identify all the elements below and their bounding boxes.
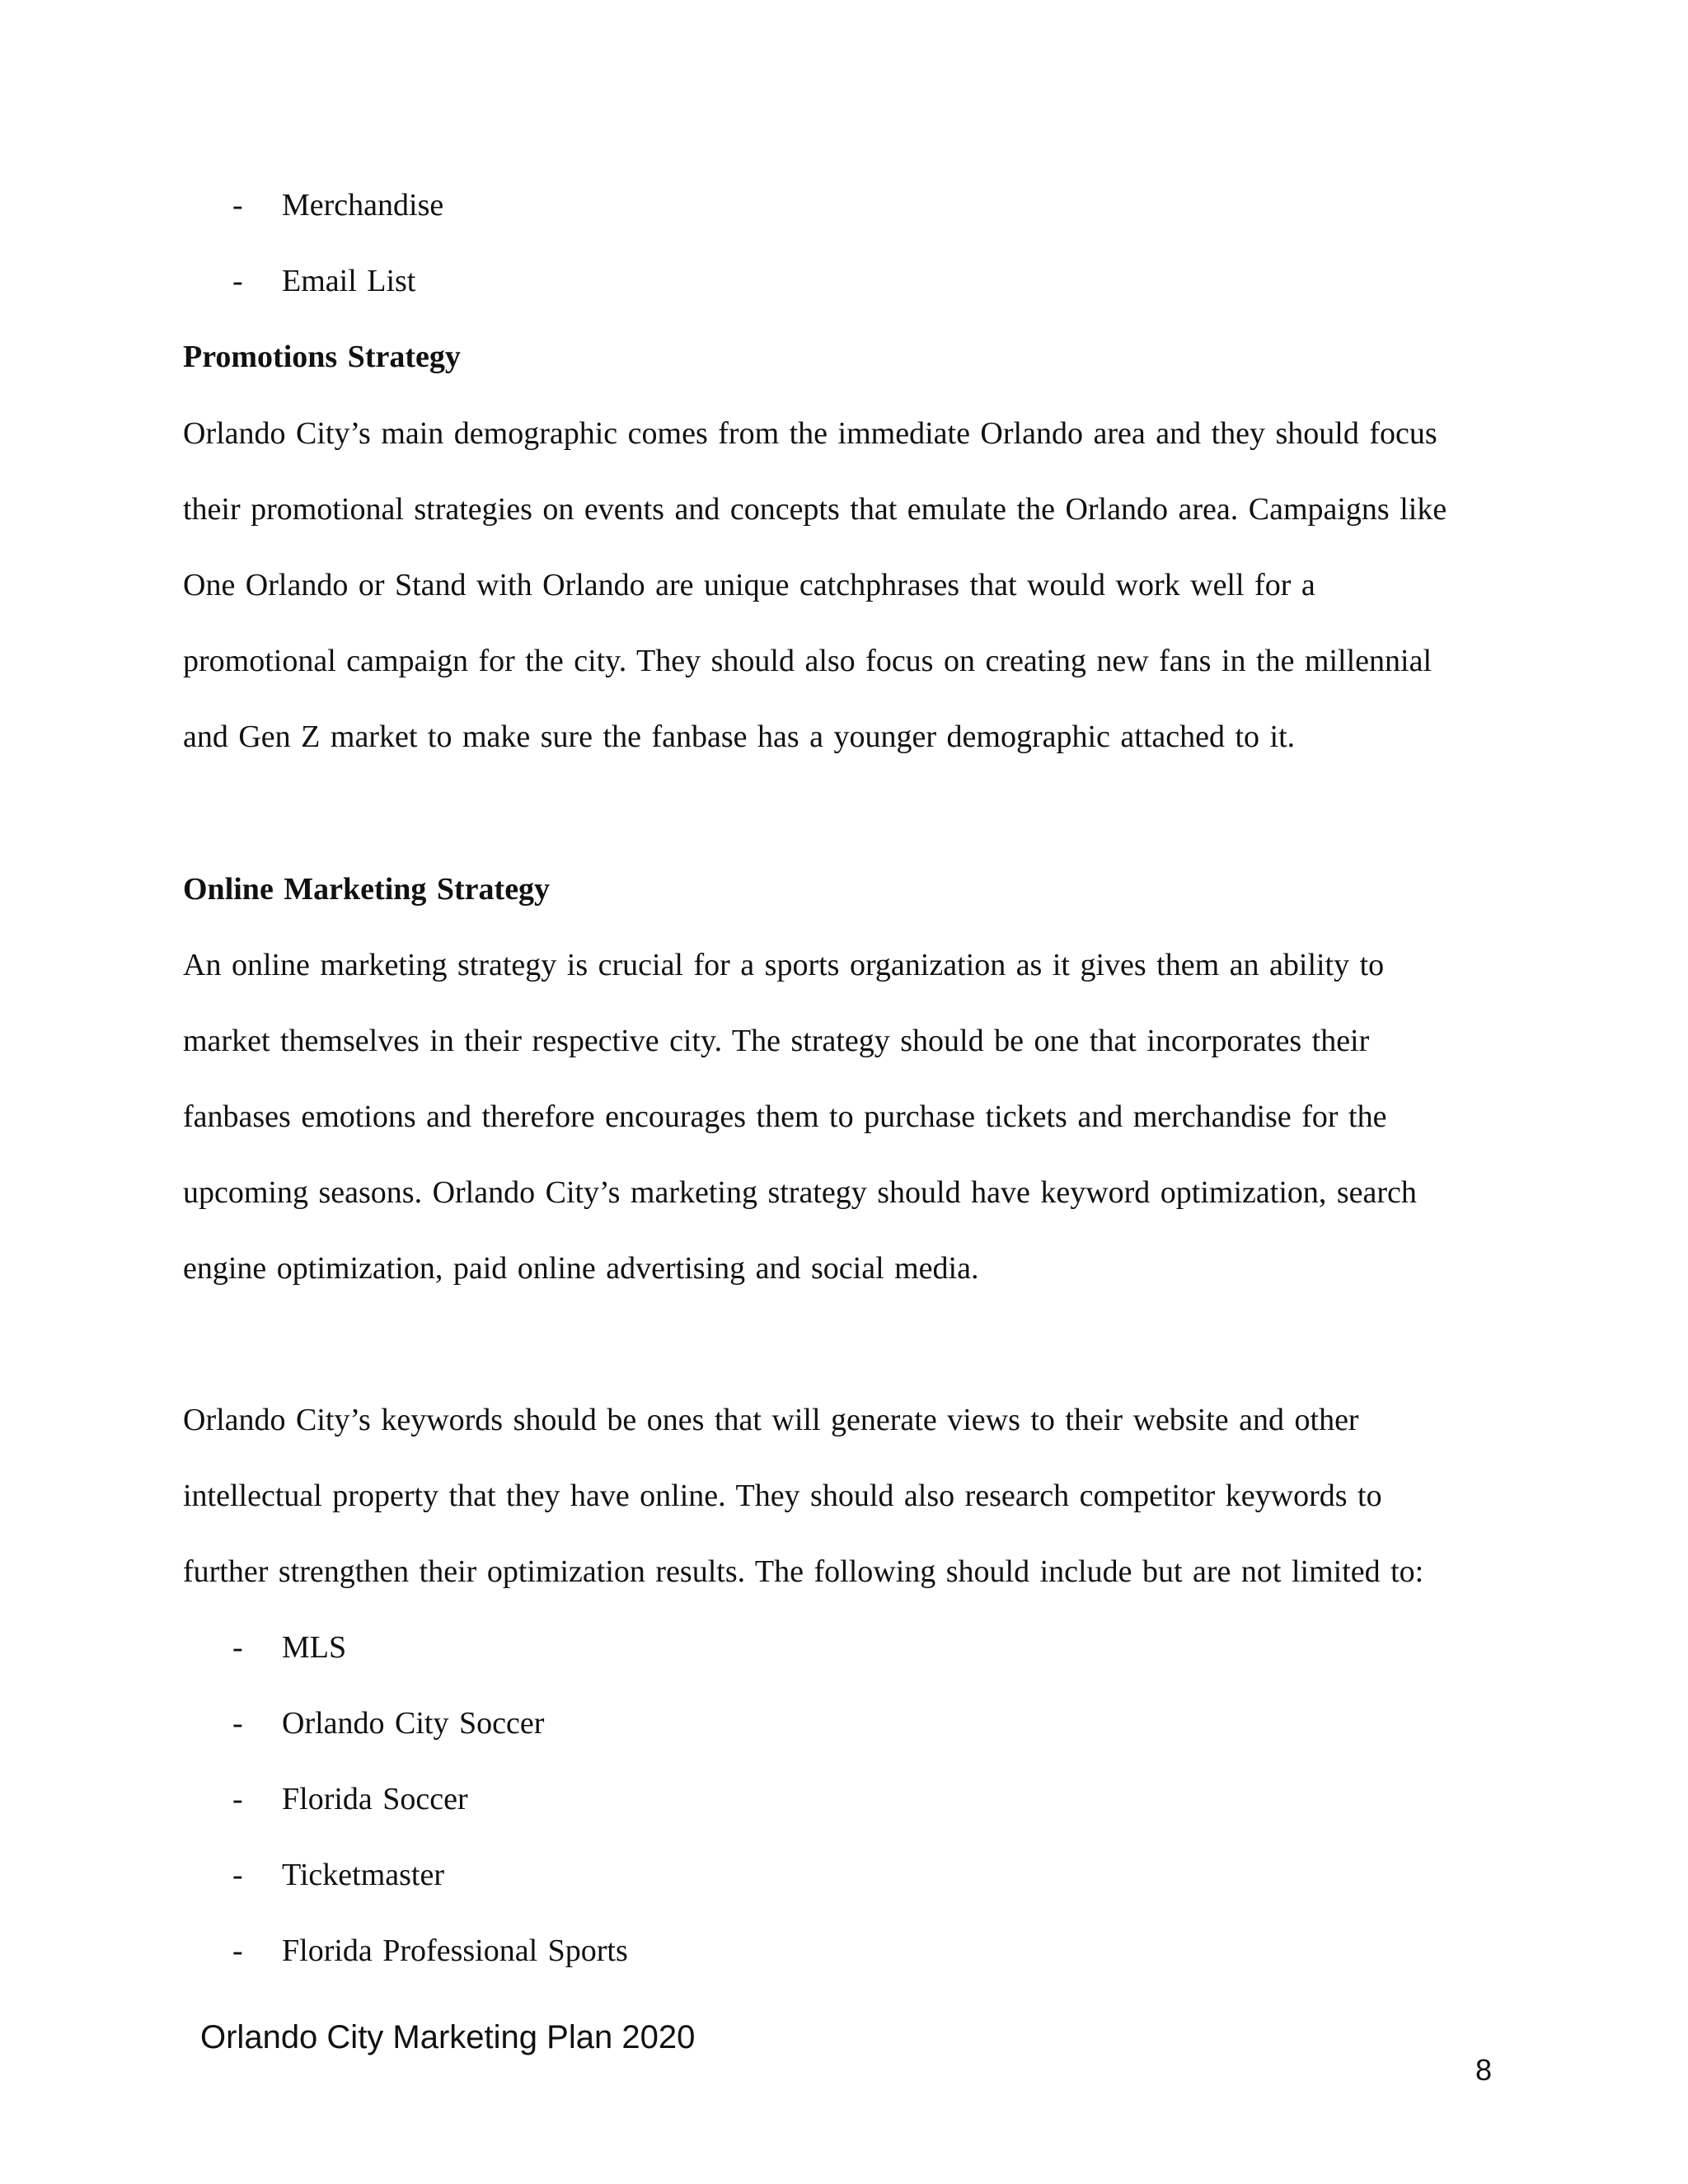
list-bullet: -	[232, 264, 243, 298]
online-marketing-heading: Online Marketing Strategy	[183, 872, 551, 907]
list-bullet: -	[232, 1630, 243, 1665]
list-bullet: -	[232, 1706, 243, 1741]
keyword-item: Florida Soccer	[282, 1782, 468, 1816]
footer-title: Orlando City Marketing Plan 2020	[200, 2019, 696, 2055]
page-number: 8	[1475, 2053, 1493, 2087]
list-bullet: -	[232, 1782, 243, 1816]
keyword-item: MLS	[282, 1630, 347, 1665]
keyword-item: Florida Professional Sports	[282, 1933, 628, 1968]
keyword-item: Orlando City Soccer	[282, 1706, 545, 1741]
promotions-line: Orlando City’s main demographic comes from the immediate Orlando area and they should focus	[183, 416, 1437, 451]
online-marketing-line: An online marketing strategy is crucial for a sports organization as it gives them an ability to	[183, 948, 1385, 982]
online-marketing-line: market themselves in their respective city. The strategy should be one that incorporates their	[183, 1024, 1370, 1058]
promotions-line: and Gen Z market to make sure the fanbase has a younger demographic attached to it.	[183, 719, 1296, 754]
online-marketing-line: fanbases emotions and therefore encourages them to purchase tickets and merchandise for the	[183, 1099, 1387, 1134]
list-bullet: -	[232, 1858, 243, 1892]
promotions-line: their promotional strategies on events and concepts that emulate the Orlando area. Campaigns like	[183, 492, 1447, 527]
list-bullet: -	[232, 188, 243, 223]
keyword-item: Ticketmaster	[282, 1858, 445, 1892]
promotions-heading: Promotions Strategy	[183, 340, 461, 374]
online-marketing-line: upcoming seasons. Orlando City’s marketing strategy should have keyword optimization, search	[183, 1175, 1417, 1210]
keywords-line: Orlando City’s keywords should be ones that will generate views to their website and other	[183, 1403, 1359, 1437]
keywords-line: further strengthen their optimization results. The following should include but are not limited to:	[183, 1554, 1424, 1589]
online-marketing-line: engine optimization, paid online advertising and social media.	[183, 1251, 979, 1286]
keywords-line: intellectual property that they have online. They should also research competitor keywords to	[183, 1479, 1382, 1513]
promotions-line: One Orlando or Stand with Orlando are unique catchphrases that would work well for a	[183, 568, 1315, 602]
list-item-email-list: Email List	[282, 264, 416, 298]
list-item-merchandise: Merchandise	[282, 188, 444, 223]
promotions-line: promotional campaign for the city. They should also focus on creating new fans in the millennial	[183, 644, 1432, 678]
list-bullet: -	[232, 1933, 243, 1968]
